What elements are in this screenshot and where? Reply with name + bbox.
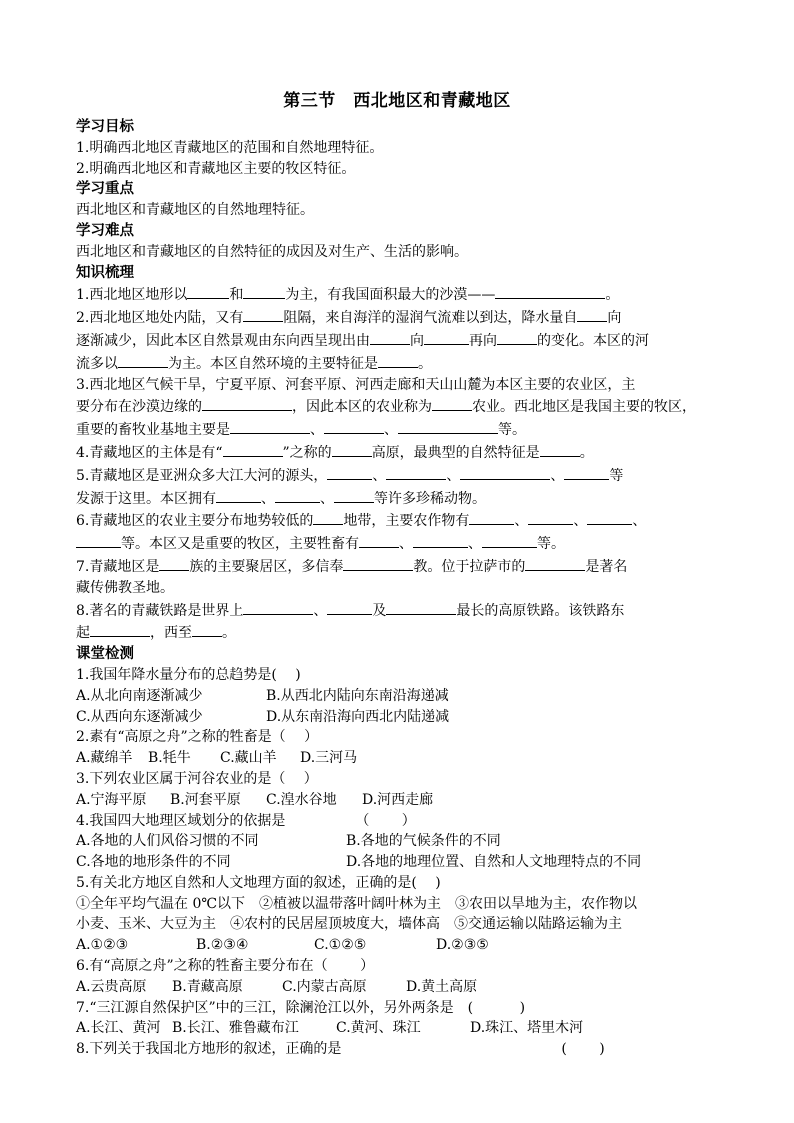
blank[interactable]: [460, 464, 550, 480]
option-c[interactable]: C.湟水谷地: [266, 791, 337, 808]
test-q6-stem: 6.有“高原之舟”之称的牲畜主要分布在（ ）: [76, 958, 375, 975]
blank[interactable]: [378, 352, 418, 368]
option-c[interactable]: C.内蒙古高原: [282, 978, 367, 995]
option-a[interactable]: A.各地的人们风俗习惯的不同: [76, 833, 259, 850]
blank[interactable]: [432, 395, 472, 411]
option-d[interactable]: D.②③⑤: [436, 937, 489, 954]
option-c[interactable]: C.从西向东逐渐减少: [76, 708, 203, 725]
blank[interactable]: [90, 621, 150, 637]
option-a[interactable]: A.①②③: [76, 937, 129, 954]
blank[interactable]: [587, 509, 632, 525]
knowledge-q5: 5.青藏地区是亚洲众多大江大河的源头， 、 、 、 等: [76, 464, 718, 487]
option-d[interactable]: D.黄土高原: [406, 978, 478, 995]
knowledge-q3: 3.西北地区气候干旱，宁夏平原、河套平原、河西走廊和天山山麓为本区主要的农业区，主: [76, 376, 636, 393]
option-b[interactable]: B.河套平原: [170, 791, 241, 808]
test-q5-statements: ①全年平均气温在 0℃以下 ②植被以温带落叶阔叶林为主 ③农田以旱地为主，农作物以: [76, 895, 638, 912]
goals-heading: 学习目标: [76, 118, 134, 135]
blank[interactable]: [324, 418, 384, 434]
knowledge-q8: 8.著名的青藏铁路是世界上 、 及 最长的高原铁路。该铁路东: [76, 599, 718, 622]
blank[interactable]: [76, 532, 121, 548]
blank[interactable]: [223, 441, 283, 457]
blank[interactable]: [424, 329, 469, 345]
option-a[interactable]: A.藏绵羊: [76, 750, 133, 767]
blank[interactable]: [495, 283, 605, 299]
option-d[interactable]: D.从东南沿海向西北内陆递减: [266, 708, 450, 725]
test-q2-stem: 2.素有“高原之舟”之称的牲畜是（ ）: [76, 729, 319, 746]
blank[interactable]: [275, 487, 320, 503]
blank[interactable]: [525, 555, 585, 571]
test-q8-stem: 8.下列关于我国北方地形的叙述，正确的是 ( ): [76, 1041, 605, 1058]
option-c[interactable]: C.各地的地形条件的不同: [76, 854, 231, 871]
blank[interactable]: [159, 555, 189, 571]
page-title: 第三节 西北地区和青藏地区: [283, 91, 511, 111]
option-a[interactable]: A.宁海平原: [76, 791, 147, 808]
blank[interactable]: [334, 487, 374, 503]
option-b[interactable]: B.青藏高原: [172, 978, 243, 995]
knowledge-q6: 6.青藏地区的农业主要分布地势较低的 地带，主要农作物有 、 、 、: [76, 509, 718, 532]
blank[interactable]: [564, 464, 609, 480]
blank[interactable]: [497, 329, 537, 345]
test-heading: 课堂检测: [76, 645, 134, 663]
worksheet-content: 学习目标 1.明确西北地区青藏地区的范围和自然地理特征。 2.明确西北地区和青藏地区主要的牧区特征。 学习重点 西北地区和青藏地区的自然地理特征。 学习难点 西北地区和青藏地区的自然特征的成因及对生产、生活的影响。 知识梳理 1.西北地区地形以 和 为主，有我国面积最大的沙漠—— 。 2.西北地区地处内陆，又有 阻隔，来自海洋的湿润气流难以到达，降水量自 向 逐渐减少，因此本区自然景观由东向西呈现出由 向 再向 的变化。本区的河 流多以 为主。本区自然环境的主要特征是 。 3.西北地区气候干旱，宁夏平原、河套平原、河西走廊和天山山麓为本区主要的农业区，主 要分布在沙漠边缘的 ，因此本区的农业称为 农业。西北地区是我国主要的牧区， 重要的畜牧业基地主要是 、 、 等。 4.青藏地区的主体是有“ ”之称的 高原，最典型的自然特征是 。 5.青藏地区是亚洲众多大江大河的源头， 、 、 、 等 发源于这里。本区拥有 、 、 等许多珍稀动物。 6.青藏地区的农业主要分布地势较低的 地带，主要农作物有 、 、 、 等。本区又是重要的牧区，主要牲畜有 、 、 等。 7.青藏地区是 族的主要聚居区，多信奉 教。位于拉萨市的 是著名 藏传佛教圣地。 8.著名的青藏铁路是世界上 、 及 最长的高原铁路。该铁路东 起 ，西至 。 课堂检测 1.我国年降水量分布的总趋势是( ) A.从北向南逐渐减少 B.从西北内陆向东南沿海递减 C.从西向东逐渐减少 D.从东南沿海向西北内陆递减 2.素有“高原之舟”之称的牲畜是（ ） A.藏绵羊 B.牦牛 C.藏山羊 D.三河马 3.下列农业区属于河谷农业的是（ ） A.宁海平原 B.河套平原 C.湟水谷地 D.河西走廊 4.我国四大地理区域划分的依据是 （ ） A.各地的人们风俗习惯的不同 B.各地的气候条件的不同 C.各地的地形条件的不同 D.各地的地理位置、自然和人文地理特点的不同 5.有关北方地区自然和人文地理方面的叙述，正确的是( ) ①全年平均气温在 0℃以下 ②植被以温带落叶阔叶林为主 ③农田以旱地为主，农作物以 小麦、玉米、大豆为主 ④农村的民居屋顶坡度大，墙体高 ⑤交通运输以陆路运输为主 A.①②③ B.②③④ C.①②⑤ D.②③⑤ 6.有“高原之舟”之称的牲畜主要分布在（ ） A.云贵高原 B.青藏高原 C.内蒙古高原 D.黄土高原 7.“三江源自然保护区”中的三江，除澜沧江以外，另外两条是 ( ) A.长江、黄河 B.长江、雅鲁藏布江 C.黄河、珠江 D.珠江、塔里木河 8.下列关于我国北方地形的叙述，正确的是 ( ): [76, 117, 718, 1060]
option-b[interactable]: B.各地的气候条件的不同: [346, 833, 501, 850]
knowledge-heading: 知识梳理: [76, 263, 134, 281]
option-d[interactable]: D.三河马: [300, 750, 358, 767]
option-d[interactable]: D.珠江、塔里木河: [470, 1020, 584, 1037]
test-q5-stem: 5.有关北方地区自然和人文地理方面的叙述，正确的是( ): [76, 874, 441, 891]
option-c[interactable]: C.藏山羊: [220, 750, 277, 767]
test-q1-stem: 1.我国年降水量分布的总趋势是( ): [76, 666, 301, 683]
blank[interactable]: [482, 532, 537, 548]
test-q7-stem: 7.“三江源自然保护区”中的三江，除澜沧江以外，另外两条是 ( ): [76, 999, 526, 1016]
option-a[interactable]: A.云贵高原: [76, 978, 147, 995]
blank[interactable]: [343, 555, 413, 571]
blank[interactable]: [327, 599, 372, 615]
blank[interactable]: [216, 487, 261, 503]
option-c[interactable]: C.①②⑤: [314, 937, 367, 954]
blank[interactable]: [469, 509, 514, 525]
difficult-heading: 学习难点: [76, 221, 134, 239]
knowledge-q1: 1.西北地区地形以 和 为主，有我国面积最大的沙漠—— 。: [76, 283, 718, 306]
test-q3-stem: 3.下列农业区属于河谷农业的是（ ）: [76, 770, 318, 787]
option-a[interactable]: A.长江、黄河: [76, 1020, 161, 1037]
blank[interactable]: [386, 599, 456, 615]
key-text: 西北地区和青藏地区的自然地理特征。: [76, 202, 314, 219]
option-b[interactable]: B.牦牛: [148, 750, 191, 767]
test-q4-stem: 4.我国四大地理区域划分的依据是 （ ）: [76, 812, 416, 829]
blank[interactable]: [398, 418, 498, 434]
option-b[interactable]: B.②③④: [196, 937, 249, 954]
blank[interactable]: [327, 464, 372, 480]
key-heading: 学习重点: [76, 180, 134, 198]
knowledge-q2: 2.西北地区地处内陆，又有 阻隔，来自海洋的湿润气流难以到达，降水量自 向: [76, 306, 718, 329]
goal-item: 1.明确西北地区青藏地区的范围和自然地理特征。: [76, 139, 384, 156]
option-b[interactable]: B.长江、雅鲁藏布江: [172, 1020, 299, 1037]
blank[interactable]: [370, 329, 410, 345]
option-d[interactable]: D.各地的地理位置、自然和人文地理特点的不同: [346, 854, 642, 871]
blank[interactable]: [202, 395, 292, 411]
blank[interactable]: [332, 441, 372, 457]
blank[interactable]: [413, 532, 468, 548]
blank[interactable]: [230, 418, 310, 434]
blank[interactable]: [187, 283, 229, 299]
goal-item: 2.明确西北地区和青藏地区主要的牧区特征。: [76, 160, 356, 177]
blank[interactable]: [243, 599, 313, 615]
blank[interactable]: [243, 306, 283, 322]
blank[interactable]: [243, 283, 285, 299]
blank[interactable]: [359, 532, 399, 548]
difficult-text: 西北地区和青藏地区的自然特征的成因及对生产、生活的影响。: [76, 243, 468, 260]
blank[interactable]: [313, 509, 343, 525]
option-a[interactable]: A.从北向南逐渐减少: [76, 687, 203, 704]
answer-paren[interactable]: （ ）: [355, 812, 416, 829]
answer-paren[interactable]: ( ): [561, 1041, 605, 1058]
blank[interactable]: [386, 464, 446, 480]
blank[interactable]: [192, 621, 222, 637]
blank[interactable]: [528, 509, 573, 525]
knowledge-q7: 7.青藏地区是 族的主要聚居区，多信奉 教。位于拉萨市的 是著名: [76, 555, 718, 578]
option-c[interactable]: C.黄河、珠江: [336, 1020, 421, 1037]
blank[interactable]: [540, 441, 580, 457]
option-b[interactable]: B.从西北内陆向东南沿海递减: [266, 687, 449, 704]
option-d[interactable]: D.河西走廊: [362, 791, 434, 808]
blank[interactable]: [577, 306, 607, 322]
knowledge-q4: 4.青藏地区的主体是有“ ”之称的 高原，最典型的自然特征是 。: [76, 441, 718, 464]
blank[interactable]: [118, 352, 168, 368]
